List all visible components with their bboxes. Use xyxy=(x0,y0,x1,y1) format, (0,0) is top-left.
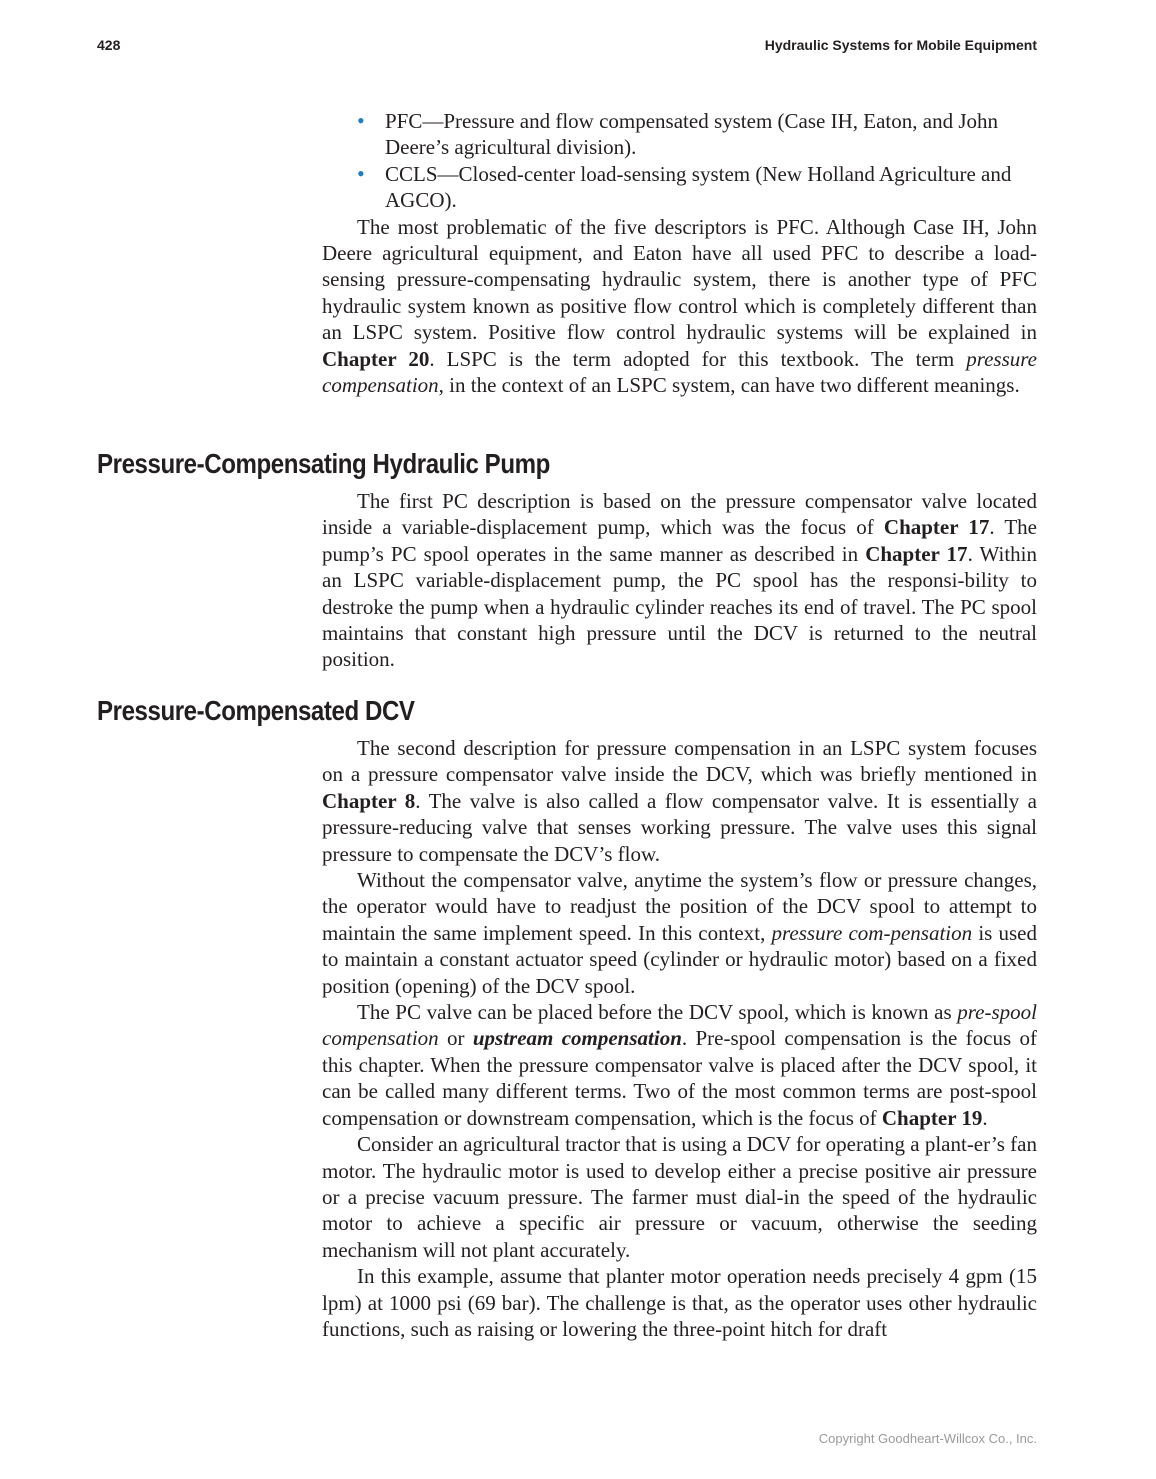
paragraph xyxy=(322,867,1037,999)
text-run: . The pump’s PC spool operates in the same manner as described in xyxy=(322,515,1038,566)
emphasized-term: pressure compensation xyxy=(322,346,1037,398)
running-title: Hydraulic Systems for Mobile Equipment xyxy=(764,37,1037,53)
text-run: Without the compensator valve, anytime the system’s flow or pressure changes, the operator would have to readjust the position of the DCV spool to attempt to maintain the same implement speed. In this context, xyxy=(322,868,1037,945)
text-run: . Within an LSPC variable-displacement pump, the PC spool has the responsi-bility to destroke the pump when a hydraulic cylinder reaches its end of travel. The PC spool maintains that constant high pressure until the DCV is returned to the neutral position. xyxy=(322,541,1037,672)
text-run: The second description for pressure compensation in an LSPC system focuses on a pressure compensator valve inside the DCV, which was briefly mentioned in xyxy=(322,736,1037,787)
chapter-reference: Chapter 17 xyxy=(865,541,968,566)
text-run: . The valve is also called a flow compensator valve. It is essentially a pressure-reducing valve that senses working pressure. The valve uses this signal pressure to compensate the DCV’s flow. xyxy=(322,788,1038,866)
paragraph xyxy=(322,214,1037,399)
section-heading-dcv: Pressure-Compensated DCV xyxy=(97,695,415,726)
text-run: . xyxy=(982,1105,988,1130)
bullet-dot-icon: • xyxy=(357,160,365,186)
chapter-reference: Chapter 20 xyxy=(322,346,430,371)
text-run: The most problematic of the five descriptors is PFC. Although Case IH, John Deere agricultural equipment, and Eaton have all used PFC to describe a load-sensing pressure-compensating hydraulic system, there is another type of PFC hydraulic system known as positive flow control which is completely different than an LSPC system. Positive flow control hydraulic systems will be explained in xyxy=(322,214,1037,345)
text-run: , in the context of an LSPC system, can have two different meanings. xyxy=(438,373,1020,398)
text-run: . Pre-spool compensation is the focus of this chapter. When the pressure compensator valve is placed after the DCV spool, it can be called many different terms. Two of the most common terms are post-spool compensation or downstream compensation, which is the focus of xyxy=(322,1026,1037,1130)
section-pump-body xyxy=(322,488,1037,673)
paragraph xyxy=(322,488,1037,673)
bullet-list xyxy=(322,108,1037,214)
bullet-dot-icon: • xyxy=(357,108,365,133)
emphasized-term: pre-spool compensation xyxy=(322,1000,1037,1051)
copyright-footer: Copyright Goodheart-Willcox Co., Inc. xyxy=(818,1431,1037,1446)
text-run: The PC valve can be placed before the DCV spool, which is known as xyxy=(357,1000,958,1025)
paragraph xyxy=(322,1263,1037,1342)
chapter-reference: Chapter 19 xyxy=(881,1105,983,1130)
paragraph xyxy=(322,735,1037,867)
section-heading-pump: Pressure-Compensating Hydraulic Pump xyxy=(97,448,550,479)
paragraph xyxy=(322,1131,1037,1263)
text-run: In this example, assume that planter motor operation needs precisely 4 gpm (15 lpm) at 1000 psi (69 bar). The challenge is that, as the operator uses other hydraulic functions, such as raising or lowering the three-point hitch for draft xyxy=(322,1264,1037,1341)
emphasized-term: pressure com-pensation xyxy=(771,920,973,945)
emphasized-term: upstream compensation xyxy=(472,1026,682,1051)
intro-block xyxy=(322,108,1037,398)
bullet-text: CCLS—Closed-center load-sensing system (New Holland Agriculture and AGCO). xyxy=(385,161,1012,213)
page-number: 428 xyxy=(97,37,121,53)
text-run: The first PC description is based on the pressure compensator valve located inside a variable-displacement pump, which was the focus of xyxy=(322,489,1037,540)
bullet-text: PFC—Pressure and flow compensated system (Case IH, Eaton, and John Deere’s agricultural division). xyxy=(385,109,998,160)
bullet-item xyxy=(357,108,1037,161)
chapter-reference: Chapter 17 xyxy=(883,515,990,540)
text-run: or xyxy=(438,1026,473,1051)
chapter-reference: Chapter 8 xyxy=(322,788,416,813)
section-dcv-body xyxy=(322,735,1037,1342)
paragraph xyxy=(322,999,1037,1131)
intro-paragraphs xyxy=(322,214,1037,399)
text-run: is used to maintain a constant actuator speed (cylinder or hydraulic motor) based on a fixed position (opening) of the DCV spool. xyxy=(322,920,1038,998)
text-run: Consider an agricultural tractor that is using a DCV for operating a plant-er’s fan motor. The hydraulic motor is used to develop either a precise positive air pressure or a precise vacuum pressure. The farmer must dial-in the speed of the hydraulic motor to achieve a specific air pressure or vacuum, otherwise the seeding mechanism will not plant accurately. xyxy=(322,1132,1037,1262)
bullet-item xyxy=(357,160,1037,214)
text-run: . LSPC is the term adopted for this textbook. The term xyxy=(429,346,967,371)
